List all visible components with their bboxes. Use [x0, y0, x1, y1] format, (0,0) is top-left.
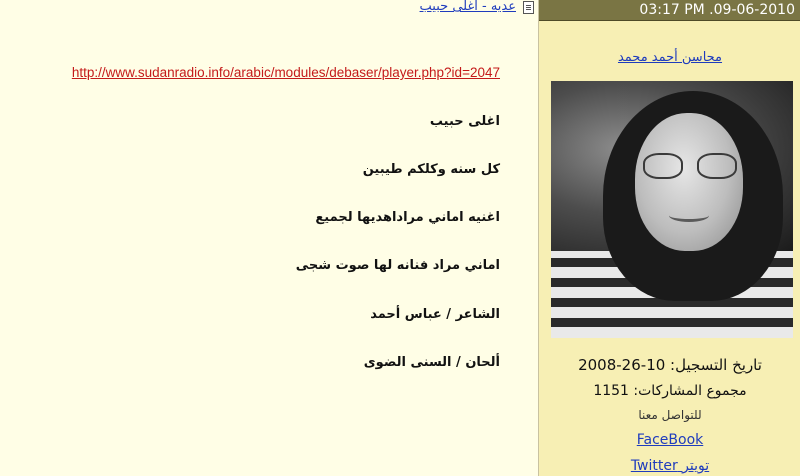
avatar: [551, 81, 793, 338]
registration-date: تاريخ التسجيل: 10-26-2008: [578, 356, 762, 374]
contact-label: للتواصل معنا: [638, 408, 702, 422]
avatar-glasses-left: [643, 153, 683, 179]
post-line: كل سنه وكلكم طيبين: [362, 162, 500, 177]
post-title-row: [400, 0, 536, 16]
avatar-face: [635, 113, 743, 251]
document-icon: [523, 1, 534, 14]
post-line: اغنيه اماني مراداهديها لجميع: [315, 210, 500, 225]
avatar-glasses-right: [697, 153, 737, 179]
posts-count: مجموع المشاركات: 1151: [593, 383, 747, 399]
post-line: ألحان / السنى الضوى: [363, 355, 500, 370]
twitter-link[interactable]: تويتر Twitter: [630, 458, 710, 474]
post-line: الشاعر / عباس أحمد: [370, 307, 500, 322]
post-line: اماني مراد فنانه لها صوت شجى: [295, 258, 500, 273]
post-date-bar: [539, 0, 800, 21]
post-title-link[interactable]: عديه - اغلى حبيب: [419, 0, 516, 14]
poster-sidebar: [538, 0, 800, 476]
post-date: 03:17 PM .09-06-2010: [639, 2, 795, 18]
post-line: اغلى حبيب: [429, 114, 500, 129]
avatar-mouth: [669, 209, 709, 222]
facebook-link[interactable]: FaceBook: [636, 432, 704, 448]
poster-name-link[interactable]: محاسن أحمد محمد: [617, 50, 723, 65]
post-external-link[interactable]: http://www.sudanradio.info/arabic/modules/debaser/player.php?id=2047: [71, 65, 500, 80]
